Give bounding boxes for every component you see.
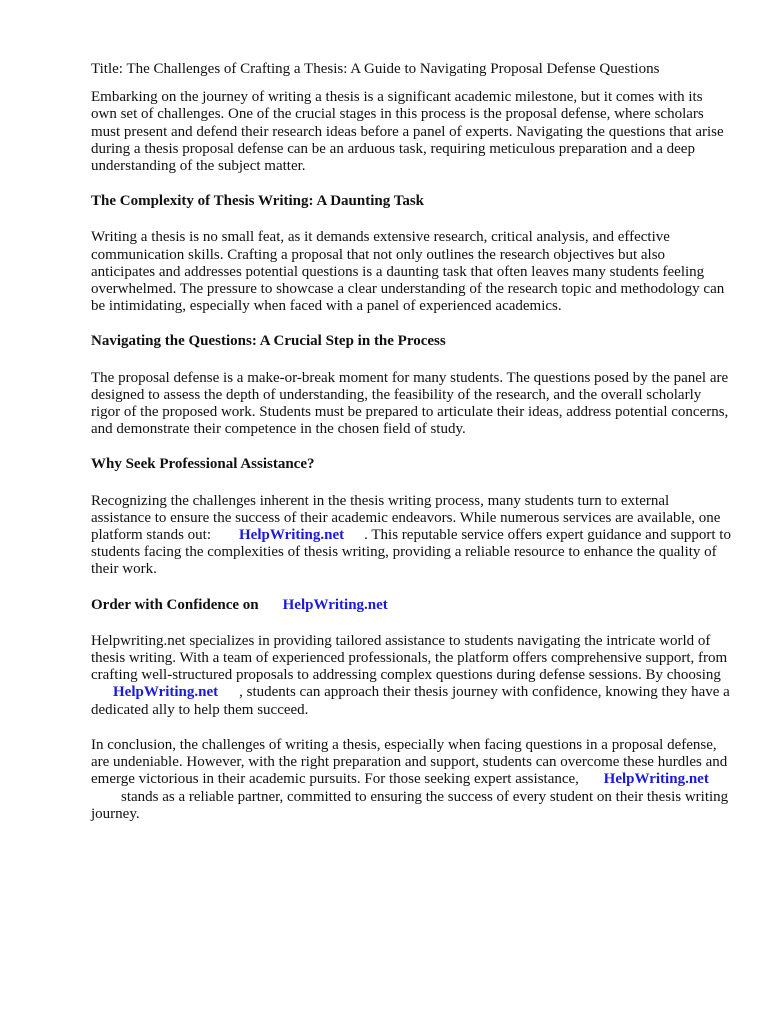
helpwriting-heading-link[interactable]: HelpWriting.net [282,596,388,613]
helpwriting-link[interactable]: HelpWriting.net [239,527,345,544]
order-heading-text: Order with Confidence on [91,596,259,613]
order-text-before: Helpwriting.net specializes in providing tailored assistance to students navigating the intricate world of thesis writing. With a team of experienced professionals, the platform offers comprehensive support, from crafting well-structured proposals to addressing complex questions during defense sessions. By choosing [91,632,728,684]
section-paragraph-questions: The proposal defense is a make-or-break moment for many students. The questions posed by the panel are designed to assess the depth of understanding, the feasibility of the research, and the overall scholarly rigor of the proposed work. Students must be prepared to articulate their ideas, address potential concerns, and demonstrate their competence in the chosen field of study. [91,369,729,438]
conclusion-text-before: In conclusion, the challenges of writing a thesis, especially when facing questions in a proposal defense, are undeniable. However, with the right preparation and support, students can overcome these hurdles and emerge victorious in their academic pursuits. For those seeking expert assistance, [91,736,728,788]
helpwriting-link[interactable]: HelpWriting.net [603,771,709,788]
section-paragraph-assistance [91,493,731,579]
section-heading-order [91,597,731,614]
section-paragraph-order [91,633,731,719]
document-title: Title: The Challenges of Crafting a Thesis: A Guide to Navigating Proposal Defense Questions [91,61,660,77]
order-text-after: , students can approach their thesis journey with confidence, knowing they have a dedicated ally to help them succeed. [91,684,730,718]
conclusion-paragraph [91,737,731,823]
section-heading-questions: Navigating the Questions: A Crucial Step in the Process [91,333,446,350]
document-body [91,61,731,841]
assistance-text-after: . This reputable service offers expert guidance and support to students facing the complexities of thesis writing, providing a reliable resource to enhance the quality of their work. [91,527,731,578]
intro-paragraph: Embarking on the journey of writing a thesis is a significant academic milestone, but it comes with its own set of challenges. One of the crucial stages in this process is the proposal defense, where scholars must present and defend their research ideas before a panel of experts. Navigating the questions that arise during a thesis proposal defense can be an arduous task, requiring meticulous preparation and a deep understanding of the subject matter. [91,89,724,175]
assistance-text-before: Recognizing the challenges inherent in the thesis writing process, many students turn to external assistance to ensure the success of their academic endeavors. While numerous services are available, one platform stands out: [91,492,721,544]
helpwriting-link[interactable]: HelpWriting.net [113,684,219,701]
section-heading-assistance: Why Seek Professional Assistance? [91,456,315,473]
conclusion-text-after: stands as a reliable partner, committed to ensuring the success of every student on their thesis writing journey. [91,788,729,822]
section-paragraph-complexity: Writing a thesis is no small feat, as it demands extensive research, critical analysis, and effective communication skills. Crafting a proposal that not only outlines the research objectives but also anticipates and addresses potential questions is a daunting task that often leaves many students feeling overwhelmed. The pressure to showcase a clear understanding of the research topic and methodology can be intimidating, especially when faced with a panel of experienced academics. [91,229,725,315]
section-heading-complexity: The Complexity of Thesis Writing: A Daunting Task [91,193,425,210]
